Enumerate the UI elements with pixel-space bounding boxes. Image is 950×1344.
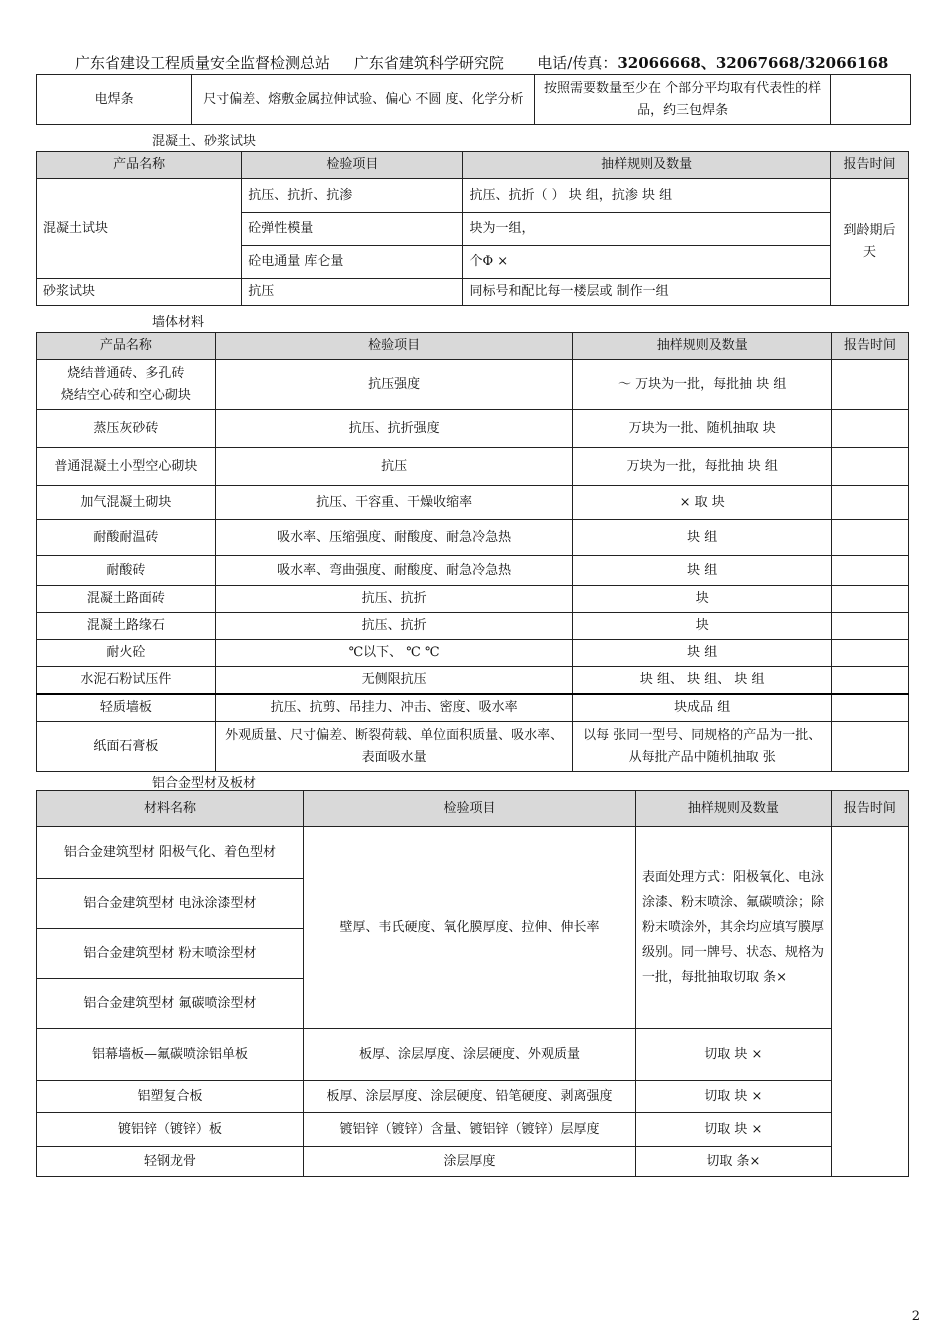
col-header: 抽样规则及数量 bbox=[573, 333, 832, 360]
wall-row bbox=[37, 556, 909, 586]
wall-report bbox=[832, 613, 909, 640]
header-org1: 广东省建设工程质量安全监督检测总站 bbox=[75, 54, 331, 72]
col-header: 检验项目 bbox=[303, 791, 635, 827]
wall-sampling: × 取 块 bbox=[573, 486, 832, 520]
alu-sampling: 切取 条× bbox=[636, 1147, 832, 1177]
wall-row bbox=[37, 410, 909, 448]
alu-item: 板厚、涂层厚度、涂层硬度、铅笔硬度、剥离强度 bbox=[303, 1081, 635, 1113]
wall-report bbox=[832, 694, 909, 722]
wall-name: 烧结普通砖、多孔砖 烧结空心砖和空心砌块 bbox=[37, 360, 216, 410]
alu-name: 铝塑复合板 bbox=[37, 1081, 304, 1113]
wall-name: 混凝土路面砖 bbox=[37, 586, 216, 613]
weld-report bbox=[830, 75, 910, 125]
alu-group-name: 铝合金建筑型材 氟碳喷涂型材 bbox=[37, 979, 304, 1029]
weld-items: 尺寸偏差、熔敷金属拉伸试验、偏心 不圆 度、化学分析 bbox=[192, 75, 535, 125]
col-header: 产品名称 bbox=[37, 333, 216, 360]
wall-name: 蒸压灰砂砖 bbox=[37, 410, 216, 448]
alu-sampling: 切取 块 × bbox=[636, 1081, 832, 1113]
col-header: 报告时间 bbox=[832, 333, 909, 360]
wall-item: 抗压 bbox=[215, 448, 573, 486]
wall-row bbox=[37, 694, 909, 722]
col-header: 报告时间 bbox=[830, 152, 908, 179]
header-phone-label: 电话/传真： bbox=[537, 54, 618, 72]
wall-row bbox=[37, 520, 909, 556]
wall-sampling: 以每 张同一型号、同规格的产品为一批、从每批产品中随机抽取 张 bbox=[573, 722, 832, 772]
wall-section-title: 墙体材料 bbox=[152, 315, 205, 330]
wall-item: 无侧限抗压 bbox=[215, 667, 573, 695]
wall-name: 轻质墙板 bbox=[37, 694, 216, 722]
wall-sampling: 块 组 bbox=[573, 556, 832, 586]
wall-row bbox=[37, 722, 909, 772]
wall-item: 抗压强度 bbox=[215, 360, 573, 410]
mortar-sampling: 同标号和配比每一楼层或 制作一组 bbox=[463, 279, 830, 306]
wall-item: 吸水率、弯曲强度、耐酸度、耐急冷急热 bbox=[215, 556, 573, 586]
alu-item: 板厚、涂层厚度、涂层硬度、外观质量 bbox=[303, 1029, 635, 1081]
page-number: 2 bbox=[911, 1309, 920, 1324]
col-header: 材料名称 bbox=[37, 791, 304, 827]
wall-sampling: 块 bbox=[573, 586, 832, 613]
wall-row bbox=[37, 667, 909, 695]
alu-table bbox=[36, 790, 909, 1177]
wall-row bbox=[37, 640, 909, 667]
wall-row bbox=[37, 360, 909, 410]
alu-group-name: 铝合金建筑型材 粉末喷涂型材 bbox=[37, 929, 304, 979]
alu-item: 镀铝锌（镀锌）含量、镀铝锌（镀锌）层厚度 bbox=[303, 1113, 635, 1147]
concrete-table bbox=[36, 151, 909, 306]
wall-item: 抗压、抗折 bbox=[215, 586, 573, 613]
wall-name: 耐火砼 bbox=[37, 640, 216, 667]
wall-report bbox=[832, 360, 909, 410]
wall-report bbox=[832, 667, 909, 695]
wall-report bbox=[832, 640, 909, 667]
concrete-report-time: 到龄期后 天 bbox=[830, 179, 908, 306]
alu-sampling: 切取 块 × bbox=[636, 1113, 832, 1147]
weld-table bbox=[36, 74, 911, 125]
wall-name: 耐酸砖 bbox=[37, 556, 216, 586]
wall-item: ℃以下、 ℃ ℃ bbox=[215, 640, 573, 667]
alu-group-item: 壁厚、韦氏硬度、氧化膜厚度、拉伸、伸长率 bbox=[303, 827, 635, 1029]
alu-name: 镀铝锌（镀锌）板 bbox=[37, 1113, 304, 1147]
concrete-sampling: 抗压、抗折（ ） 块 组，抗渗 块 组 bbox=[463, 179, 830, 213]
concrete-sampling: 块为一组， bbox=[463, 213, 830, 246]
wall-report bbox=[832, 448, 909, 486]
alu-group-sampling: 表面处理方式：阳极氧化、电泳涂漆、粉末喷涂、氟碳喷涂；除粉末喷涂外，其余均应填写膜厚级别。同一牌号、状态、规格为一批，每批抽取切取 条× bbox=[636, 827, 832, 1029]
mortar-item: 抗压 bbox=[242, 279, 463, 306]
wall-row bbox=[37, 486, 909, 520]
concrete-block-name: 混凝土试块 bbox=[37, 179, 242, 279]
wall-report bbox=[832, 556, 909, 586]
concrete-item: 抗压、抗折、抗渗 bbox=[242, 179, 463, 213]
wall-name: 耐酸耐温砖 bbox=[37, 520, 216, 556]
wall-row bbox=[37, 448, 909, 486]
weld-name: 电焊条 bbox=[37, 75, 192, 125]
wall-sampling: 万块为一批、随机抽取 块 bbox=[573, 410, 832, 448]
alu-item: 涂层厚度 bbox=[303, 1147, 635, 1177]
header-org2: 广东省建筑科学研究院 bbox=[353, 54, 504, 72]
col-header: 抽样规则及数量 bbox=[463, 152, 830, 179]
wall-sampling: 块 组 bbox=[573, 640, 832, 667]
concrete-sampling: 个Φ × bbox=[463, 246, 830, 279]
col-header: 产品名称 bbox=[37, 152, 242, 179]
page-header bbox=[75, 52, 925, 73]
wall-report bbox=[832, 486, 909, 520]
alu-group-name: 铝合金建筑型材 阳极气化、着色型材 bbox=[37, 827, 304, 879]
wall-report bbox=[832, 722, 909, 772]
wall-sampling: 块成品 组 bbox=[573, 694, 832, 722]
wall-item: 吸水率、压缩强度、耐酸度、耐急冷急热 bbox=[215, 520, 573, 556]
alu-group-name: 铝合金建筑型材 电泳涂漆型材 bbox=[37, 879, 304, 929]
wall-item: 抗压、抗折 bbox=[215, 613, 573, 640]
concrete-item: 砼弹性模量 bbox=[242, 213, 463, 246]
wall-report bbox=[832, 520, 909, 556]
alu-section-title: 铝合金型材及板材 bbox=[152, 776, 257, 791]
col-header: 报告时间 bbox=[831, 791, 908, 827]
header-phone: 32066668、32067668/32066168 bbox=[617, 54, 889, 72]
wall-sampling: 块 组、 块 组、 块 组 bbox=[573, 667, 832, 695]
wall-name: 纸面石膏板 bbox=[37, 722, 216, 772]
weld-sampling: 按照需要数量至少在 个部分平均取有代表性的样品，约三包焊条 bbox=[535, 75, 830, 125]
alu-report bbox=[831, 827, 908, 1177]
wall-report bbox=[832, 586, 909, 613]
wall-row bbox=[37, 613, 909, 640]
col-header: 抽样规则及数量 bbox=[636, 791, 832, 827]
wall-name: 混凝土路缘石 bbox=[37, 613, 216, 640]
col-header: 检验项目 bbox=[215, 333, 573, 360]
mortar-name: 砂浆试块 bbox=[37, 279, 242, 306]
wall-sampling: 块 组 bbox=[573, 520, 832, 556]
wall-row bbox=[37, 586, 909, 613]
wall-item: 抗压、抗剪、吊挂力、冲击、密度、吸水率 bbox=[215, 694, 573, 722]
alu-name: 铝幕墙板—氟碳喷涂铝单板 bbox=[37, 1029, 304, 1081]
wall-item: 外观质量、尺寸偏差、断裂荷载、单位面积质量、吸水率、表面吸水量 bbox=[215, 722, 573, 772]
alu-sampling: 切取 块 × bbox=[636, 1029, 832, 1081]
wall-sampling: ～ 万块为一批，每批抽 块 组 bbox=[573, 360, 832, 410]
col-header: 检验项目 bbox=[242, 152, 463, 179]
wall-name: 加气混凝土砌块 bbox=[37, 486, 216, 520]
wall-name: 普通混凝土小型空心砌块 bbox=[37, 448, 216, 486]
wall-item: 抗压、抗折强度 bbox=[215, 410, 573, 448]
alu-name: 轻钢龙骨 bbox=[37, 1147, 304, 1177]
wall-report bbox=[832, 410, 909, 448]
wall-item: 抗压、干容重、干燥收缩率 bbox=[215, 486, 573, 520]
wall-sampling: 块 bbox=[573, 613, 832, 640]
concrete-section-title: 混凝土、砂浆试块 bbox=[152, 134, 257, 149]
wall-name: 水泥石粉试压件 bbox=[37, 667, 216, 695]
wall-sampling: 万块为一批，每批抽 块 组 bbox=[573, 448, 832, 486]
wall-table bbox=[36, 332, 909, 772]
concrete-item: 砼电通量 库仑量 bbox=[242, 246, 463, 279]
